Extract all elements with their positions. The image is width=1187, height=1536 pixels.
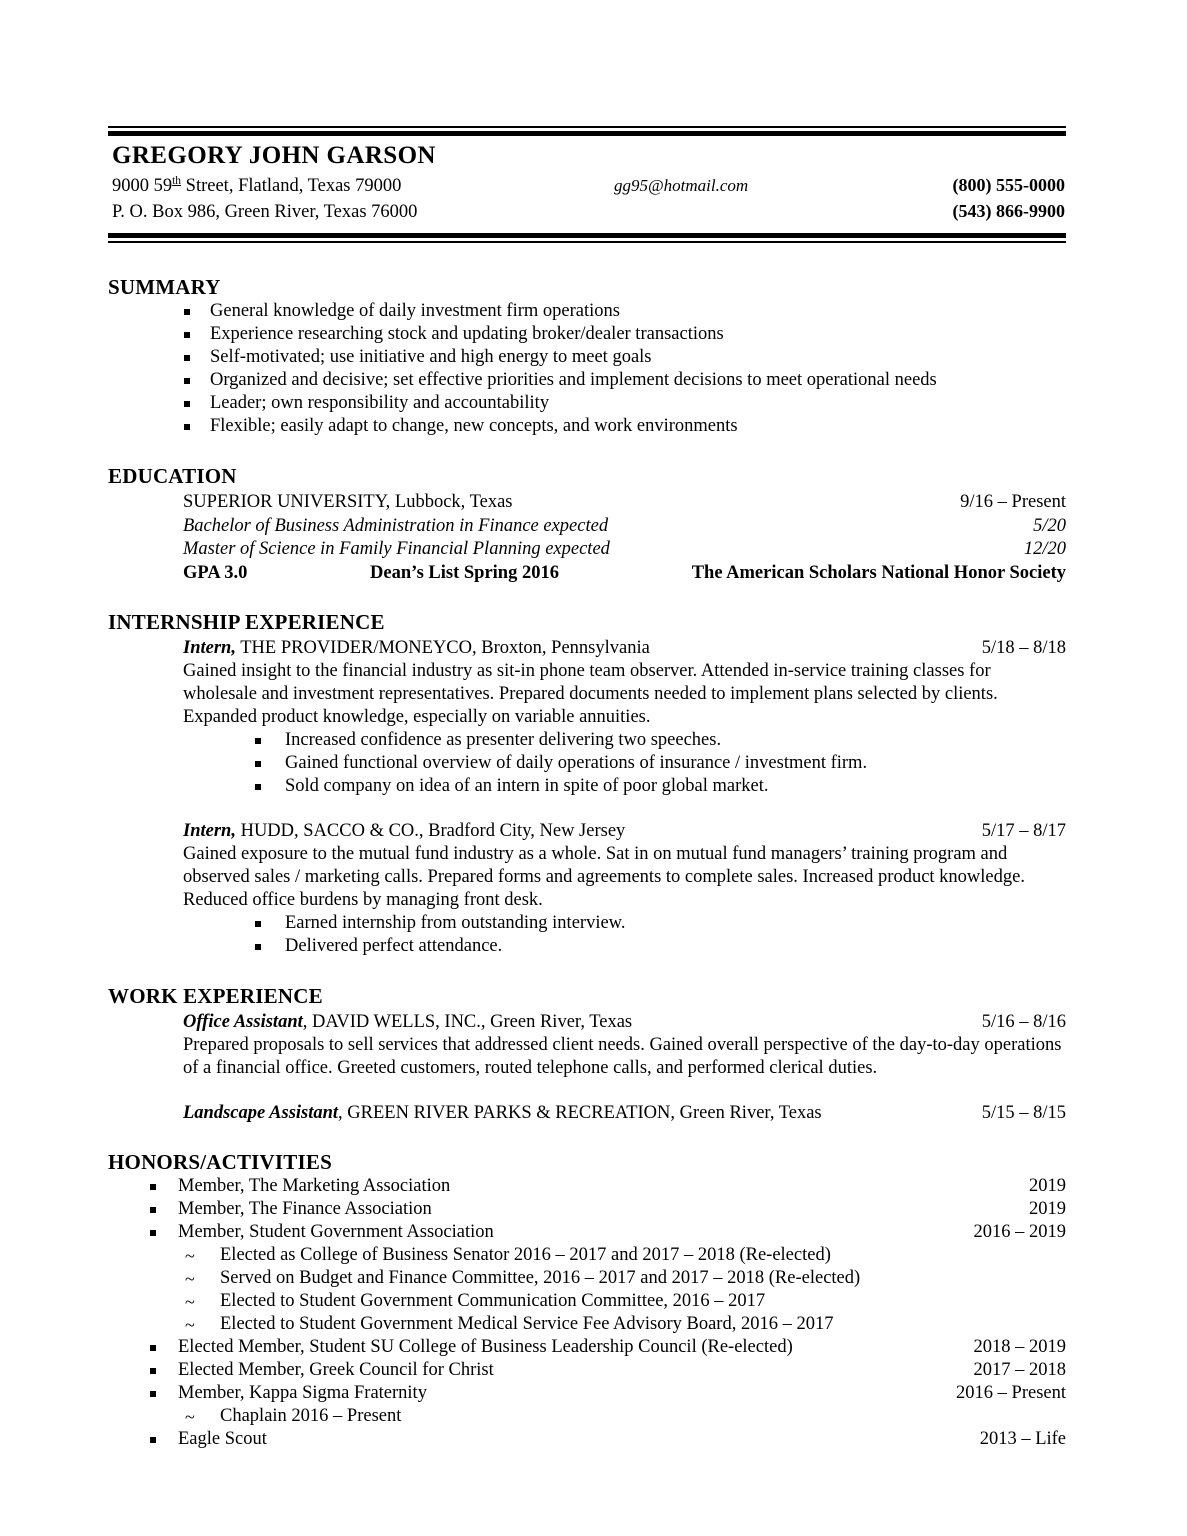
entry-dates: 5/18 – 8/18 <box>981 637 1066 658</box>
honor-date: 2016 – 2019 <box>973 1221 1066 1242</box>
school-dates: 9/16 – Present <box>960 492 1066 513</box>
entry-header <box>183 1102 1066 1125</box>
entry-bullet-list <box>183 912 1066 958</box>
job-role: Landscape Assistant <box>183 1103 339 1124</box>
work-entry <box>108 1102 1066 1125</box>
summary-item-text: Flexible; easily adapt to change, new concepts, and work environments <box>210 416 738 437</box>
entry-bullet-text: Gained functional overview of daily operations of insurance / investment firm. <box>285 752 868 773</box>
entry-bullet-text: Delivered perfect attendance. <box>285 936 503 957</box>
honor-date: 2013 – Life <box>979 1429 1066 1450</box>
candidate-name: GREGORY JOHN GARSON <box>112 142 436 169</box>
degree-name: Bachelor of Business Administration in Finance expected <box>183 515 609 536</box>
honor-date: 2019 <box>1029 1175 1066 1196</box>
header-top-rule <box>108 126 1066 136</box>
summary-item-text: Leader; own responsibility and accountability <box>210 393 550 414</box>
honor-subtext: Chaplain 2016 – Present <box>220 1406 402 1426</box>
list-item <box>183 912 1066 935</box>
honor-date: 2017 – 2018 <box>973 1359 1066 1380</box>
work-entry <box>108 1011 1066 1080</box>
education-degree-row-2 <box>183 538 1066 561</box>
summary-item-text: Organized and decisive; set effective priorities and implement decisions to meet operational needs <box>210 370 937 391</box>
honor-text: Member, Kappa Sigma Fraternity <box>178 1382 427 1403</box>
list-item <box>108 1198 1066 1221</box>
tilde-bullet-icon: ~ <box>185 1245 195 1266</box>
summary-item-text: Self-motivated; use initiative and high energy to meet goals <box>210 347 652 368</box>
entry-description: Gained insight to the financial industry as sit-in phone team observer. Attended in-service training classes for wholesale and investment representatives. Prepared documents needed to implement plans selected by clients. Expanded product knowledge, especially on variable annuities. <box>183 660 998 727</box>
honor-text: Elected Member, Student SU College of Business Leadership Council (Re-elected) <box>178 1336 793 1357</box>
list-item <box>183 775 1066 798</box>
list-item <box>108 1359 1066 1382</box>
tilde-bullet-icon: ~ <box>185 1407 195 1427</box>
education-degree-row-1 <box>183 515 1066 538</box>
list-item <box>183 752 1066 775</box>
entry-header <box>183 637 1066 660</box>
degree-name: Master of Science in Family Financial Planning expected <box>183 538 610 559</box>
entry-header <box>183 820 1066 843</box>
work-heading: WORK EXPERIENCE <box>108 984 323 1009</box>
honor-text: Member, Student Government Association <box>178 1221 494 1242</box>
address-street-rest: Street, Flatland, Texas 79000 <box>181 176 402 196</box>
square-bullet-icon <box>184 401 190 407</box>
square-bullet-icon <box>184 332 190 338</box>
summary-bullet-list <box>108 300 1066 438</box>
entry-bullet-text: Earned internship from outstanding interview. <box>285 913 626 934</box>
square-bullet-icon <box>150 1184 156 1190</box>
entry-dates: 5/15 – 8/15 <box>981 1103 1066 1124</box>
list-item <box>108 1336 1066 1359</box>
square-bullet-icon <box>184 424 190 430</box>
education-honors-row <box>183 562 1066 585</box>
job-company: THE PROVIDER/MONEYCO, Broxton, Pennsylvania <box>235 637 650 658</box>
square-bullet-icon <box>255 944 261 950</box>
job-company: HUDD, SACCO & CO., Bradford City, New Jersey <box>235 821 626 841</box>
honor-subtext: Served on Budget and Finance Committee, 2016 – 2017 and 2017 – 2018 (Re-elected) <box>220 1267 861 1288</box>
school-name: SUPERIOR UNIVERSITY, Lubbock, Texas <box>183 492 513 513</box>
list-item <box>108 300 1066 323</box>
square-bullet-icon <box>184 309 190 315</box>
section-internship-experience <box>108 610 1066 959</box>
section-education <box>108 464 1066 584</box>
honor-date: 2016 – Present <box>956 1382 1066 1403</box>
gpa-value: GPA 3.0 <box>183 562 248 583</box>
section-honors-activities <box>108 1150 1066 1452</box>
entry-dates: 5/17 – 8/17 <box>981 821 1066 841</box>
entry-title-line <box>183 1102 982 1125</box>
list-item <box>183 935 1066 958</box>
job-role: Office Assistant <box>183 1012 303 1033</box>
list-item <box>108 369 1066 392</box>
list-item <box>108 1244 1066 1267</box>
address-line-1 <box>112 173 612 199</box>
degree-date: 12/20 <box>1023 538 1066 559</box>
deans-list: Dean’s List Spring 2016 <box>370 562 559 583</box>
square-bullet-icon <box>150 1230 156 1236</box>
square-bullet-icon <box>184 378 190 384</box>
list-item <box>108 1267 1066 1290</box>
resume-content <box>108 126 1066 1451</box>
list-item <box>108 392 1066 415</box>
job-role: Intern, <box>183 637 236 658</box>
list-item <box>108 323 1066 346</box>
resume-header <box>108 126 1066 243</box>
square-bullet-icon <box>255 761 261 767</box>
list-item <box>108 1428 1066 1451</box>
internship-heading: INTERNSHIP EXPERIENCE <box>108 609 385 634</box>
tilde-bullet-icon: ~ <box>185 1291 195 1312</box>
address-street-number: 9000 59 <box>112 176 173 196</box>
address-line-2: P. O. Box 986, Green River, Texas 76000 <box>112 202 418 223</box>
list-item <box>183 729 1066 752</box>
entry-dates: 5/16 – 8/16 <box>981 1012 1066 1033</box>
education-school-row <box>183 491 1066 514</box>
tilde-bullet-icon: ~ <box>185 1314 195 1335</box>
list-item <box>108 1405 1066 1428</box>
list-item <box>108 1221 1066 1244</box>
entry-title-line <box>183 820 982 843</box>
phone-number-2: (543) 866-9900 <box>952 201 1065 222</box>
summary-heading: SUMMARY <box>108 274 221 299</box>
honor-subtext: Elected as College of Business Senator 2016 – 2017 and 2017 – 2018 (Re-elected) <box>220 1244 831 1265</box>
honors-list <box>108 1175 1066 1451</box>
honors-heading: HONORS/ACTIVITIES <box>108 1149 332 1174</box>
entry-title-line <box>183 1011 982 1034</box>
education-heading: EDUCATION <box>108 464 237 489</box>
square-bullet-icon <box>255 784 261 790</box>
square-bullet-icon <box>184 355 190 361</box>
tilde-bullet-icon: ~ <box>185 1268 195 1289</box>
entry-bullet-list <box>183 729 1066 798</box>
education-body <box>108 491 1066 584</box>
list-item <box>108 1290 1066 1313</box>
square-bullet-icon <box>255 921 261 927</box>
email-address: gg95@hotmail.com <box>614 176 749 195</box>
internship-entry <box>108 820 1066 958</box>
entry-description: Prepared proposals to sell services that addressed client needs. Gained overall perspective of the day-to-day operations of a financial office. Greeted customers, routed telephone calls, and performed clerical duties. <box>183 1035 1062 1079</box>
square-bullet-icon <box>150 1391 156 1397</box>
square-bullet-icon <box>150 1345 156 1351</box>
entry-header <box>183 1011 1066 1034</box>
entry-title-line <box>183 637 982 660</box>
honor-text: Eagle Scout <box>178 1429 267 1450</box>
square-bullet-icon <box>150 1368 156 1374</box>
job-company: , GREEN RIVER PARKS & RECREATION, Green River, Texas <box>338 1103 822 1124</box>
honor-date: 2019 <box>1029 1198 1066 1219</box>
job-role: Intern, <box>183 821 236 841</box>
header-bottom-rule <box>108 233 1066 243</box>
job-company: , DAVID WELLS, INC., Green River, Texas <box>302 1012 633 1033</box>
section-summary <box>108 275 1066 438</box>
entry-description: Gained exposure to the mutual fund industry as a whole. Sat in on mutual fund managers’ training program and observed sales / marketing calls. Prepared forms and agreements to complete sales. Increased product knowledge. Reduced office burdens by managing front desk. <box>183 844 1025 911</box>
list-item <box>108 1382 1066 1405</box>
square-bullet-icon <box>255 738 261 744</box>
contact-row-1 <box>112 173 1066 199</box>
degree-date: 5/20 <box>1033 515 1066 536</box>
honor-text: Elected Member, Greek Council for Christ <box>178 1359 494 1380</box>
honor-society: The American Scholars National Honor Society <box>691 562 1066 583</box>
list-item <box>108 1313 1066 1336</box>
ordinal-suffix: th <box>172 174 182 187</box>
summary-item-text: Experience researching stock and updating broker/dealer transactions <box>210 324 724 345</box>
entry-bullet-text: Increased confidence as presenter delivering two speeches. <box>285 729 722 750</box>
summary-item-text: General knowledge of daily investment firm operations <box>210 301 620 322</box>
square-bullet-icon <box>150 1437 156 1443</box>
honor-subtext: Elected to Student Government Medical Service Fee Advisory Board, 2016 – 2017 <box>220 1313 834 1334</box>
honor-text: Member, The Marketing Association <box>178 1175 451 1196</box>
contact-row-2 <box>112 199 1066 225</box>
phone-number-1: (800) 555-0000 <box>952 175 1065 195</box>
honor-subtext: Elected to Student Government Communication Committee, 2016 – 2017 <box>220 1290 766 1311</box>
square-bullet-icon <box>150 1207 156 1213</box>
honor-text: Member, The Finance Association <box>178 1198 432 1219</box>
list-item <box>108 415 1066 438</box>
internship-entry <box>108 637 1066 798</box>
list-item <box>108 346 1066 369</box>
honor-date: 2018 – 2019 <box>973 1336 1066 1357</box>
entry-bullet-text: Sold company on idea of an intern in spite of poor global market. <box>285 775 769 796</box>
section-work-experience <box>108 984 1066 1125</box>
header-body <box>108 136 1066 233</box>
list-item <box>108 1175 1066 1198</box>
